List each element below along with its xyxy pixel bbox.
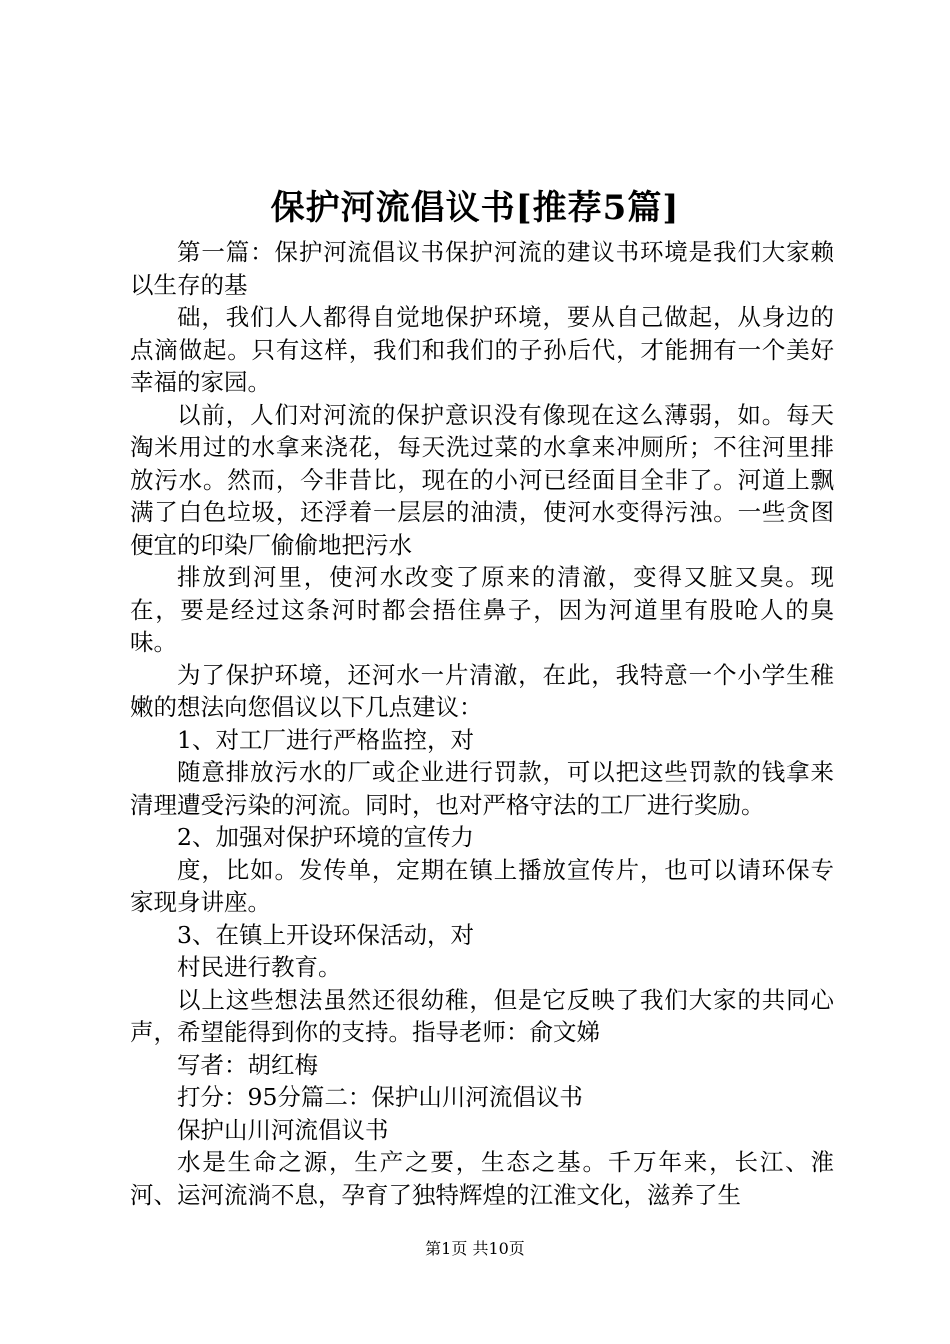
page-footer: 第1页 共10页 <box>425 1239 525 1258</box>
paragraph: 水是生命之源，生产之要，生态之基。千万年来，长江、淮河、运河流淌不息，孕育了独特辉煌的江淮文化，滋养了生 <box>130 1148 834 1209</box>
paragraph: 为了保护环境，还河水一片清澈，在此，我特意一个小学生稚嫩的想法向您倡议以下几点建议： <box>130 660 834 721</box>
document-body <box>130 236 834 1211</box>
paragraph: 1、对工厂进行严格监控，对 <box>177 725 474 754</box>
paragraph: 村民进行教育。 <box>177 953 342 981</box>
document-title: 保护河流倡议书[推荐5篇] <box>270 188 680 228</box>
paragraph: 第一篇：保护河流倡议书保护河流的建议书环境是我们大家赖以生存的基 <box>130 238 834 299</box>
paragraph: 2、加强对保护环境的宣传力 <box>177 823 474 851</box>
paragraph: 随意排放污水的厂或企业进行罚款，可以把这些罚款的钱拿来清理遭受污染的河流。同时，也对严格守法的工厂进行奖励。 <box>130 758 834 819</box>
paragraph: 写者：胡红梅 <box>177 1050 318 1079</box>
paragraph: 础，我们人人都得自觉地保护环境，要从自己做起，从身边的点滴做起。只有这样，我们和我们的子孙后代，才能拥有一个美好幸福的家园。 <box>130 303 834 396</box>
paragraph: 保护山川河流倡议书 <box>177 1115 389 1144</box>
paragraph: 以前，人们对河流的保护意识没有像现在这么薄弱，如。每天淘米用过的水拿来浇花，每天洗过菜的水拿来冲厕所；不往河里排放污水。然而，今非昔比，现在的小河已经面目全非了。河道上飘满了白色垃圾，还浮着一层层的油渍，使河水变得污浊。一些贪图便宜的印染厂偷偷地把污水 <box>130 400 834 559</box>
paragraph: 以上这些想法虽然还很幼稚，但是它反映了我们大家的共同心声，希望能得到你的支持。指导老师：俞文娣 <box>130 985 834 1046</box>
paragraph: 3、在镇上开设环保活动，对 <box>177 920 474 949</box>
paragraph: 度，比如。发传单，定期在镇上播放宣传片，也可以请环保专家现身讲座。 <box>130 855 834 916</box>
paragraph: 排放到河里，使河水改变了原来的清澈，变得又脏又臭。现在，要是经过这条河时都会捂住鼻子，因为河道里有股呛人的臭味。 <box>130 563 834 656</box>
paragraph: 打分：95分篇二：保护山川河流倡议书 <box>177 1083 583 1111</box>
